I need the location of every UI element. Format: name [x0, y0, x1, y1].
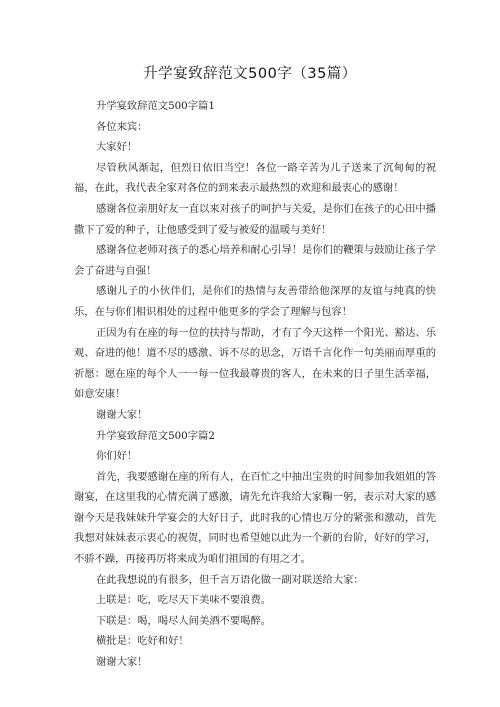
closing-thanks: 谢谢大家！: [96, 656, 148, 669]
couplet-banner: 横批是：吃好和好！: [96, 635, 189, 648]
greeting: 你们好！: [96, 450, 138, 463]
paragraph: 在此我想说的有很多，但千言万语化做一副对联送给大家：: [96, 573, 364, 586]
paragraph: 感谢各位老师对孩子的悉心培养和耐心引导！是你们的鞭策与鼓励让孩子学会了奋进与自强！: [74, 244, 436, 277]
section-heading-2: 升学宴致辞范文500字篇2: [96, 429, 215, 442]
section-heading-1: 升学宴致辞范文500字篇1: [96, 100, 215, 112]
paragraph: 正因为有在座的每一位的扶持与帮助，才有了今天这样一个阳光、豁达、乐观、奋进的他！道不尽的感激、诉不尽的思念，万语千言化作一句美丽而厚重的祈愿：愿在座的每个人一一每一位我最尊贵的客人，在未来的日子里生活幸福，如意安康！: [74, 326, 436, 401]
salutation: 各位来宾：: [96, 120, 148, 133]
couplet-lower: 下联是：喝，喝尽人间美酒不要喝醉。: [96, 614, 272, 627]
paragraph: 感谢儿子的小伙伴们，是你们的热情与友善带给他深厚的友谊与纯真的快乐，在与你们相识相处的过程中他更多的学会了理解与包容！: [74, 285, 436, 318]
paragraph: 首先，我要感谢在座的所有人，在百忙之中抽出宝贵的时间参加我姐姐的答谢宴，在这里我的心情充满了感激，请先允许我给大家鞠一躬，表示对大家的感谢今天是我妹妹升学宴会的大好日子，此时我的心情也万分的紧张和激动，首先我想对妹妹表示衷心的祝贺，同时也希望她以此为一个新的台阶，好好的学习，不骄不躁，再接再厉将来成为咱们祖国的有用之才。: [74, 470, 436, 566]
couplet-upper: 上联是：吃，吃尽天下美味不要浪费。: [96, 594, 272, 607]
paragraph: 感谢各位亲朋好友一直以来对孩子的呵护与关爱，是你们在孩子的心田中播撒下了爱的种子，让他感受到了爱与被爱的温暖与美好！: [74, 202, 436, 236]
paragraph: 尽管秋风渐起，但烈日依旧当空！各位一路辛苦为儿子送来了沉甸甸的祝福，在此，我代表全家对各位的到来表示最热烈的欢迎和最衷心的感谢！: [74, 161, 436, 195]
document-body: [74, 96, 436, 673]
closing-thanks: 谢谢大家！: [96, 408, 148, 421]
greeting: 大家好！: [96, 141, 138, 154]
document-title: 升学宴致辞范文500字（35篇）: [143, 66, 357, 82]
